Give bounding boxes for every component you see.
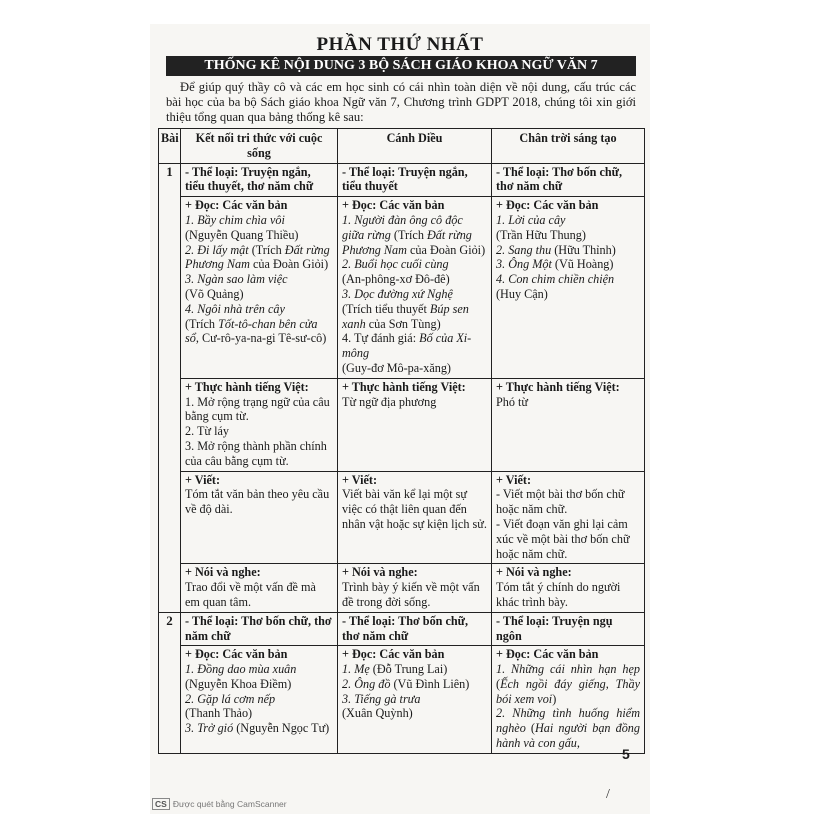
text-note: của Đoàn Giỏi): [249, 257, 329, 272]
text-author: (Vũ Đình Liên): [390, 676, 470, 691]
reading-heading: + Đọc: Các văn bản: [496, 198, 599, 213]
text-author: (Xuân Quỳnh): [342, 706, 413, 721]
col-header-canhdieu: Cánh Diều: [338, 129, 492, 164]
text-title: 1. Lời của cây: [496, 212, 566, 227]
text-note: (Trích: [185, 316, 219, 331]
practice-item: 3. Mở rộng thành phần chính của câu bằng cụm từ.: [185, 438, 327, 468]
reading-heading: + Đọc: Các văn bản: [342, 198, 445, 213]
text-author: (Võ Quảng): [185, 286, 244, 301]
text-title: 3. Tiếng gà trưa: [342, 691, 421, 706]
scanner-footer: [152, 798, 287, 810]
speaking-heading: + Nói và nghe:: [342, 565, 418, 580]
table-row: [159, 378, 645, 471]
speaking-heading: + Nói và nghe:: [185, 565, 261, 580]
genre-cell: - Thể loại: Truyện ngắn, tiểu thuyết, thơ năm chữ: [181, 163, 338, 197]
writing-heading: + Viết:: [496, 472, 532, 487]
text-author: (Thanh Thảo): [185, 706, 253, 721]
reading-heading: + Đọc: Các văn bản: [342, 647, 445, 662]
writing-item: Viết bài văn kể lại một sự việc có thật liên quan đến nhân vật hoặc sự kiện lịch sử.: [342, 487, 487, 531]
reading-cell: [181, 197, 338, 379]
text-author: (Hữu Thỉnh): [551, 242, 616, 257]
scanner-text: Được quét bằng CamScanner: [172, 799, 287, 809]
practice-heading: + Thực hành tiếng Việt:: [342, 379, 466, 394]
speaking-item: Trao đổi về một vấn đề mà em quan tâm.: [185, 580, 316, 609]
practice-cell: [181, 378, 338, 471]
text-title: 3. Dọc đường xứ Nghệ: [342, 286, 453, 301]
reading-cell: [181, 646, 338, 754]
text-note: của Đoàn Giỏi): [406, 242, 486, 257]
genre-cell: - Thể loại: Thơ bốn chữ, thơ năm chữ: [181, 612, 338, 646]
practice-item: 1. Mở rộng trạng ngữ của câu bằng cụm từ.: [185, 394, 330, 424]
text-title: 1. Mẹ: [342, 662, 370, 677]
speaking-item: Tóm tắt ý chính do người khác trình bày.: [496, 580, 621, 609]
speaking-item: Trình bày ý kiến về một vấn đề trong đời sống.: [342, 580, 480, 609]
text-note: (: [525, 721, 535, 736]
table-row: [159, 163, 645, 197]
table-row: [159, 564, 645, 612]
reading-heading: + Đọc: Các văn bản: [185, 198, 288, 213]
text-author: (Nguyễn Quang Thiều): [185, 227, 299, 242]
writing-cell: [338, 471, 492, 564]
text-author: (An-phông-xơ Đô-đê): [342, 272, 450, 287]
page-number: 5: [622, 746, 630, 762]
text-title: 3. Ngàn sao làm việc: [185, 272, 288, 287]
text-note: của Sơn Tùng): [365, 316, 441, 331]
scan-mark: /: [606, 787, 610, 802]
lesson-number: 2: [159, 612, 181, 753]
table-row: [159, 197, 645, 379]
text-title: Tốt-tô-chan bên cửa sổ: [185, 316, 318, 346]
text-author: (Trần Hữu Thung): [496, 227, 586, 242]
part-title: PHẦN THỨ NHẤT: [316, 34, 484, 55]
text-title: 3. Trở gió: [185, 721, 234, 736]
text-author: (Huy Cận): [496, 286, 548, 301]
practice-cell: [338, 378, 492, 471]
text-author: (Nguyễn Ngọc Tư): [233, 721, 330, 736]
lesson-number: 1: [159, 163, 181, 612]
text-title: Đất rừng Phương Nam: [342, 227, 472, 257]
text-title: 1. Đồng dao mùa xuân: [185, 662, 297, 677]
text-author: (Đỗ Trung Lai): [369, 662, 448, 677]
text-title: 1. Những cái nhìn hạn hẹp: [496, 662, 640, 677]
statistics-table: [158, 128, 645, 754]
genre-cell: - Thể loại: Truyện ngắn, tiểu thuyết: [338, 163, 492, 197]
reading-heading: + Đọc: Các văn bản: [185, 647, 288, 662]
writing-heading: + Viết:: [185, 472, 221, 487]
text-note: (: [496, 676, 501, 691]
text-title: 1. Người đàn ông cô độc giữa rừng: [342, 212, 463, 242]
text-title: 1. Bầy chim chìa vôi: [185, 212, 285, 227]
text-title: Búp sen xanh: [342, 301, 469, 331]
reading-cell: [338, 197, 492, 379]
text-title: Hai người bạn đồng hành và con gấu,: [496, 721, 640, 751]
text-author: (Nguyễn Khoa Điềm): [185, 676, 292, 691]
text-title: 4. Ngôi nhà trên cây: [185, 301, 285, 316]
reading-heading: + Đọc: Các văn bản: [496, 647, 599, 662]
genre-cell: - Thể loại: Thơ bốn chữ, thơ năm chữ: [338, 612, 492, 646]
section-banner: THỐNG KÊ NỘI DUNG 3 BỘ SÁCH GIÁO KHOA NGỮ VĂN 7: [166, 56, 636, 76]
reading-cell: [338, 646, 492, 754]
text-title: 2. Những tình huống hiểm nghèo: [496, 706, 640, 736]
text-note: (Trích: [390, 227, 427, 242]
text-title: 2. Gặp lá cơm nếp: [185, 691, 276, 706]
practice-heading: + Thực hành tiếng Việt:: [185, 379, 309, 394]
speaking-heading: + Nói và nghe:: [496, 565, 572, 580]
camscanner-logo: CS: [152, 798, 170, 810]
text-title: 4. Con chim chiền chiện: [496, 272, 615, 287]
genre-cell: - Thể loại: Thơ bốn chữ, thơ năm chữ: [492, 163, 645, 197]
writing-cell: [492, 471, 645, 564]
intro-paragraph: Để giúp quý thầy cô và các em học sinh có cái nhìn toàn diện về nội dung, cấu trúc các bài học của ba bộ Sách giáo khoa Ngữ văn 7, Chương trình GDPT 2018, chúng tôi xin giới thiệu tổng quan qua bảng thống kê sau:: [166, 80, 636, 124]
practice-item: Phó từ: [496, 394, 529, 409]
col-header-lesson: Bài: [159, 129, 181, 164]
text-author: (Vũ Hoàng): [551, 257, 614, 272]
text-title: 2. Buổi học cuối cùng: [342, 257, 449, 272]
writing-cell: [181, 471, 338, 564]
table-row: [159, 646, 645, 754]
practice-item: 2. Từ láy: [185, 424, 229, 439]
writing-item: - Viết một bài thơ bốn chữ hoặc năm chữ.: [496, 487, 625, 517]
table-row: [159, 471, 645, 564]
speaking-cell: [181, 564, 338, 612]
writing-item: - Viết đoạn văn ghi lại cảm xúc về một bài thơ bốn chữ hoặc năm chữ.: [496, 516, 630, 561]
table-row: [159, 612, 645, 646]
text-title: 2. Đi lấy mật: [185, 242, 249, 257]
text-title: 2. Ông đồ: [342, 676, 391, 691]
reading-cell: [492, 197, 645, 379]
practice-heading: + Thực hành tiếng Việt:: [496, 379, 620, 394]
text-title: Phương Nam: [185, 257, 250, 272]
text-note: (Trích tiểu thuyết: [342, 301, 430, 316]
speaking-cell: [338, 564, 492, 612]
text-title: 2. Sang thu: [496, 242, 552, 257]
table-header-row: [159, 129, 645, 164]
practice-cell: [492, 378, 645, 471]
text-title: 3. Ông Một: [496, 257, 552, 272]
reading-cell: [492, 646, 645, 754]
text-note: ): [552, 691, 557, 706]
text-note: (Trích: [248, 242, 285, 257]
speaking-cell: [492, 564, 645, 612]
col-header-chantroi: Chân trời sáng tạo: [492, 129, 645, 164]
text-author: (Guy-đơ Mô-pa-xăng): [342, 360, 451, 375]
text-note: , Cư-rô-ya-na-gi Tê-sư-cô): [195, 331, 327, 346]
practice-item: Từ ngữ địa phương: [342, 394, 437, 409]
genre-cell: - Thể loại: Truyện ngụ ngôn: [492, 612, 645, 646]
text-title: Ếch ngồi đáy giếng, Thầy bói xem voi: [496, 676, 640, 706]
text-note: 4. Tự đánh giá:: [342, 331, 420, 346]
writing-heading: + Viết:: [342, 472, 378, 487]
writing-item: Tóm tắt văn bản theo yêu cầu về độ dài.: [185, 487, 330, 517]
col-header-ketnoi: Kết nối tri thức với cuộc sống: [181, 129, 338, 164]
text-title: Đất rừng: [284, 242, 330, 257]
text-title: Bố của Xi-mông: [342, 331, 472, 361]
